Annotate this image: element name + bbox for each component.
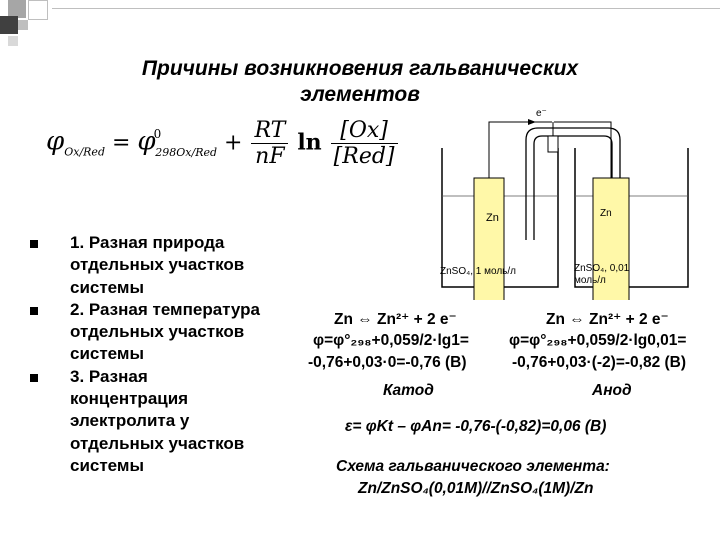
left-electrode-label: Zn (486, 212, 499, 224)
left-nernst: φ=φ°₂₉₈+0,059/2·lg1= (313, 332, 469, 349)
formula-phi0-sup: 0 (153, 126, 162, 141)
formula-phi-sub: Ox/Red (64, 145, 105, 159)
left-reaction: Zn ⇔ Zn²⁺ + 2 e⁻ (334, 311, 457, 328)
formula-ln: ln (297, 129, 322, 156)
left-result: -0,76+0,03·0=-0,76 (В) (308, 354, 467, 371)
external-wire-right (554, 122, 611, 178)
bullet-square-icon (30, 307, 38, 315)
formula-plus: + (217, 130, 250, 156)
scheme-title: Схема гальванического элемента: (336, 458, 610, 475)
right-result: -0,76+0,03·(-2)=-0,82 (В) (512, 354, 687, 371)
bullet-square-icon (30, 374, 38, 382)
emf-equation: ε= φKt – φAn= -0,76-(-0,82)=0,06 (В) (345, 418, 607, 435)
list-item (30, 299, 270, 366)
formula-equals: = (104, 130, 138, 156)
electron-label: e⁻ (536, 108, 547, 119)
anode-label: Анод (592, 382, 632, 399)
slide-title-line-1: Причины возникновения гальванических (141, 57, 579, 80)
formula-phi0: φ (137, 126, 156, 157)
bullet-square-icon (30, 240, 38, 248)
list-item (30, 232, 270, 299)
formula-phi0-sub: 298Ox/Red (155, 145, 218, 159)
nernst-formula (46, 118, 400, 169)
formula-frac-num: RT (251, 118, 288, 144)
right-reaction: Zn ⇔ Zn²⁺ + 2 e⁻ (546, 311, 669, 328)
left-zn-electrode (474, 178, 504, 300)
meter-icon (548, 136, 558, 152)
electron-arrow-icon (528, 119, 536, 125)
right-electrode-label: Zn (600, 208, 612, 219)
formula-phi: φ (46, 126, 65, 157)
cathode-label: Катод (383, 382, 434, 399)
right-solution-label-line-1: ZnSO₄, 0,01 (574, 263, 630, 274)
formula-frac2-num: [Ox] (331, 118, 398, 144)
right-solution-label-line-2: моль/л (574, 275, 606, 286)
formula-frac-den: nF (255, 144, 285, 169)
list-item-text: 1. Разная природа отдельных участков системы (70, 233, 245, 297)
left-solution-label: ZnSO₄, 1 моль/л (440, 266, 516, 277)
cell-scheme: Zn/ZnSO₄(0,01M)//ZnSO₄(1M)/Zn (358, 480, 594, 497)
formula-fraction-rt-nf (251, 118, 288, 169)
list-item (30, 366, 270, 477)
list-item-text: 3. Разная концентрация электролита у отдельных участков системы (70, 366, 245, 475)
list-item-text: 2. Разная температура отдельных участков системы (70, 299, 261, 364)
slide-title-line-2: элементов (300, 83, 420, 106)
formula-frac2-den: [Red] (333, 144, 395, 169)
reason-list (30, 232, 270, 477)
right-nernst: φ=φ°₂₉₈+0,059/2·lg0,01= (509, 332, 687, 349)
formula-fraction-ox-red (331, 118, 398, 169)
top-rule (52, 8, 720, 9)
external-wire-left (489, 122, 552, 178)
